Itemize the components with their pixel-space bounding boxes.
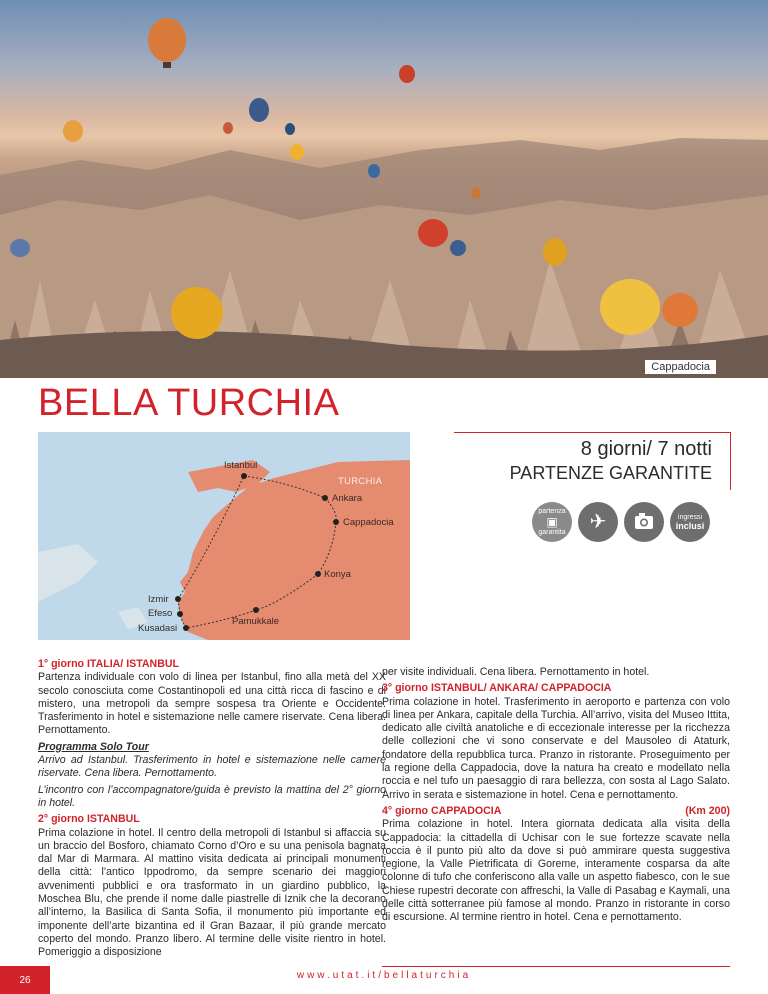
itinerary-column-right bbox=[382, 666, 730, 928]
day3-heading: 3° giorno ISTANBUL/ ANKARA/ CAPPADOCIA bbox=[382, 682, 612, 695]
duration-box bbox=[454, 432, 730, 490]
day4-text: Prima colazione in hotel. Intera giornata dedicata alla visita della Cappadocia: la cittadella di Uchisar con le sue fortezze scavate nella roccia è il punto più alto da dove si può ammirare questa suggestiva regione, la Valle Pietrificata di Goreme, interamente cosparsa da alte colonne di tufo che conferiscono alla valle un aspetto fiabesco, con le sue Chiese rupestri decorate con affreschi, la Valle di Pasabag e Kaymali, una delle città sotterranee più famose al mondo. Pranzo in ristorante in corso di escursione. Al termine rientro in hotel. Cena e pernottamento. bbox=[382, 818, 730, 924]
departures-guaranteed-text: PARTENZE GARANTITE bbox=[509, 463, 712, 483]
page-number: 26 bbox=[0, 966, 50, 994]
solo-tour-heading: Programma Solo Tour bbox=[38, 740, 149, 753]
city-dot-pamukkale bbox=[253, 607, 259, 613]
map-label-efeso: Efeso bbox=[148, 608, 173, 619]
city-dot-ankara bbox=[322, 495, 328, 501]
day2-text: Prima colazione in hotel. Il centro della metropoli di Istanbul si affaccia su un braccio del Bosforo, chiamato Corno d’Oro e su una penisola bagnata dal Mar di Marmara. Al mattino visita dedicata ai principali monumenti della città: l’antico Ippodromo, da sempre scenario dei maggiori avvenimenti pubblici e ora trasformato in un giardino pubblico, la Moschea Blu, che prende il nome dalle piastrelle di Iznik che la decorano all’interno, la Basilica di Santa Sofia, il monumento più importante ed imponente dell’arte bizantina ed il Gran Bazaar, il più grande mercato coperto del mondo. Pranzo libero. Al termine delle visite rientro in hotel. Pomeriggio a disposizione bbox=[38, 826, 386, 959]
service-icons bbox=[532, 502, 710, 542]
airplane-icon: ✈ bbox=[578, 502, 618, 542]
page-title: BELLA TURCHIA bbox=[38, 382, 340, 424]
hero-photo bbox=[0, 0, 768, 378]
duration-text: 8 giorni/ 7 notti bbox=[580, 438, 712, 460]
route-map bbox=[38, 432, 410, 640]
city-dot-cappadocia bbox=[333, 519, 339, 525]
day4-heading-row bbox=[382, 805, 730, 818]
city-dot-kusadasi bbox=[183, 625, 189, 631]
city-dot-efeso bbox=[177, 611, 183, 617]
footer-rule bbox=[382, 966, 730, 967]
city-dot-izmir bbox=[175, 596, 181, 602]
footer-url[interactable]: www.utat.it/bellaturchia bbox=[296, 970, 472, 981]
map-label-kusadasi: Kusadasi bbox=[138, 623, 178, 634]
day1-text: Partenza individuale con volo di linea per Istanbul, fino alla metà del XX secolo conosciuta come Costantinopoli ed una città ricca di fascino e di mistero, una metropoli da sempre sospesa tra Oriente e Occidente. Trasferimento in hotel e sistemazione nelle camere riservate. Cena libera. Pernottamento. bbox=[38, 671, 386, 737]
partenza-garantita-icon: partenza ▣ garantita bbox=[532, 502, 572, 542]
map-label-izmir: Izmir bbox=[148, 594, 169, 605]
day2-heading: 2° giorno ISTANBUL bbox=[38, 813, 140, 826]
itinerary-column-left bbox=[38, 658, 386, 963]
map-label-istanbul: Istanbul bbox=[224, 460, 258, 471]
map-label-pamukkale: Pamukkale bbox=[232, 616, 279, 627]
day4-km: (Km 200) bbox=[685, 804, 730, 817]
solo-tour-text: Arrivo ad Istanbul. Trasferimento in hotel e sistemazione nelle camere riservate. Cena libera. Pernottamento. bbox=[38, 754, 386, 780]
ingressi-inclusi-icon: ingressi inclusi bbox=[670, 502, 710, 542]
solo-tour-note: L’incontro con l’accompagnatore/guida è previsto la mattina del 2° giorno in hotel. bbox=[38, 783, 386, 809]
day1-heading: 1° giorno ITALIA/ ISTANBUL bbox=[38, 658, 179, 670]
day2-text-continued: per visite individuali. Cena libera. Pernottamento in hotel. bbox=[382, 666, 650, 678]
day3-text: Prima colazione in hotel. Trasferimento in aeroporto e partenza con volo di linea per Ankara, capitale della Turchia. All’arrivo, visita del Museo Ittita, dedicato alle civiltà anatoliche e di eccezionale interesse per la ricchezza delle collezioni che vi sono conservate e del Mausoleo di Ataturk, fondatore della repubblica turca. Pranzo in ristorante. Proseguimento per la regione della Cappadocia, dove la natura ha creato e modellato nella roccia e nel tufo un paesaggio di rara bellezza, con sosta al Lago Salato. Arrivo in serata e sistemazione in hotel. Cena e pernottamento. bbox=[382, 695, 730, 801]
cappadocia-balloons-image bbox=[0, 0, 768, 378]
city-dot-konya bbox=[315, 571, 321, 577]
photo-caption: Cappadocia bbox=[645, 360, 716, 374]
map-label-cappadocia: Cappadocia bbox=[343, 517, 394, 528]
day4-heading: 4° giorno CAPPADOCIA bbox=[382, 804, 502, 817]
map-label-ankara: Ankara bbox=[332, 493, 363, 504]
map-label-konya: Konya bbox=[324, 569, 351, 580]
camera-icon bbox=[624, 502, 664, 542]
duration-box-rule bbox=[730, 432, 731, 490]
city-dot-istanbul bbox=[241, 473, 247, 479]
map-country-label: TURCHIA bbox=[338, 476, 383, 487]
